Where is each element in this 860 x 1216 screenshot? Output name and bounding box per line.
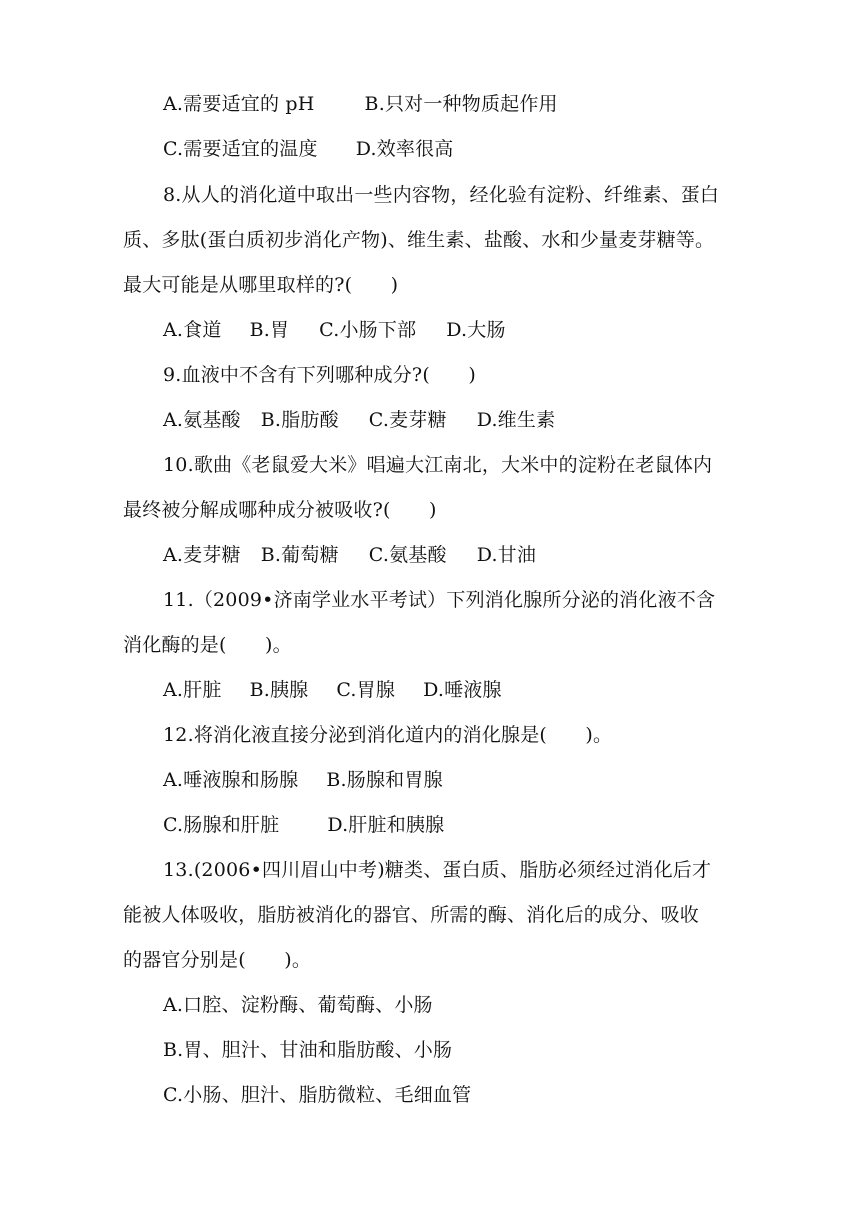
q10-option-a: A.麦芽糖 bbox=[163, 544, 241, 566]
q10-option-c: C.氨基酸 bbox=[368, 544, 447, 566]
q10-option-d: D.甘油 bbox=[476, 544, 537, 566]
q11-text-line-2: 消化酶的是( )。 bbox=[123, 634, 292, 656]
q10-text-line-2: 最终被分解成哪种成分被吸收?( ) bbox=[123, 499, 437, 521]
q9-text-line-1: 9.血液中不含有下列哪种成分?( ) bbox=[163, 364, 476, 386]
q13-text-line-1: 13.(2006•四川眉山中考)糖类、蛋白质、脂肪必须经过消化后才 bbox=[163, 859, 712, 881]
q10-options bbox=[163, 542, 536, 568]
q7-options-row-2 bbox=[163, 136, 454, 162]
q11-option-a: A.肝脏 bbox=[163, 679, 222, 701]
q13-option-a: A.口腔、淀粉酶、葡萄酶、小肠 bbox=[163, 994, 433, 1016]
q12-options-row-1 bbox=[163, 767, 443, 793]
q9-options bbox=[163, 407, 555, 433]
q7-options-row-1 bbox=[163, 91, 558, 117]
q11-option-d: D.唾液腺 bbox=[423, 679, 502, 701]
q10-option-b: B.葡萄糖 bbox=[260, 544, 339, 566]
q10-text-line-1: 10.歌曲《老鼠爱大米》唱遍大江南北，大米中的淀粉在老鼠体内 bbox=[163, 454, 713, 476]
q9-option-b: B.脂肪酸 bbox=[260, 409, 339, 431]
q12-text-line-1: 12.将消化液直接分泌到消化道内的消化腺是( )。 bbox=[163, 724, 613, 746]
q11-option-b: B.胰腺 bbox=[249, 679, 309, 701]
q13-option-b: B.胃、胆汁、甘油和脂肪酸、小肠 bbox=[163, 1039, 453, 1061]
q11-option-c: C.胃腺 bbox=[336, 679, 396, 701]
q9-option-a: A.氨基酸 bbox=[163, 409, 241, 431]
q8-option-b: B.胃 bbox=[249, 319, 290, 341]
q13-text-line-3: 的器官分别是( )。 bbox=[123, 949, 312, 971]
q7-option-d: D.效率很高 bbox=[355, 138, 454, 160]
q12-option-d: D.肝脏和胰腺 bbox=[327, 814, 445, 836]
q8-options bbox=[163, 317, 506, 343]
q12-options-row-2 bbox=[163, 812, 444, 838]
q11-options bbox=[163, 677, 502, 703]
q11-text-line-1: 11.（2009•济南学业水平考试）下列消化腺所分泌的消化液不含 bbox=[163, 589, 716, 611]
q12-option-b: B.肠腺和胃腺 bbox=[326, 769, 443, 791]
q8-text-line-1: 8.从人的消化道中取出一些内容物，经化验有淀粉、纤维素、蛋白 bbox=[163, 184, 720, 206]
q8-option-d: D.大肠 bbox=[446, 319, 506, 341]
q8-text-line-2: 质、多肽(蛋白质初步消化产物)、维生素、盐酸、水和少量麦芽糖等。 bbox=[123, 229, 715, 251]
q7-option-c: C.需要适宜的温度 bbox=[163, 138, 318, 160]
q9-option-c: C.麦芽糖 bbox=[368, 409, 447, 431]
q8-text-line-3: 最大可能是从哪里取样的?( ) bbox=[123, 274, 399, 296]
q8-option-c: C.小肠下部 bbox=[319, 319, 417, 341]
q12-option-a: A.唾液腺和肠腺 bbox=[163, 769, 299, 791]
q9-option-d: D.维生素 bbox=[476, 409, 556, 431]
q13-text-line-2: 能被人体吸收，脂肪被消化的器官、所需的酶、消化后的成分、吸收 bbox=[123, 904, 700, 926]
q7-option-b: B.只对一种物质起作用 bbox=[364, 93, 558, 115]
q7-option-a: A.需要适宜的 pH bbox=[163, 93, 315, 115]
q13-option-c: C.小肠、胆汁、脂肪微粒、毛细血管 bbox=[163, 1084, 472, 1106]
q12-option-c: C.肠腺和肝脏 bbox=[163, 814, 280, 836]
q8-option-a: A.食道 bbox=[163, 319, 222, 341]
